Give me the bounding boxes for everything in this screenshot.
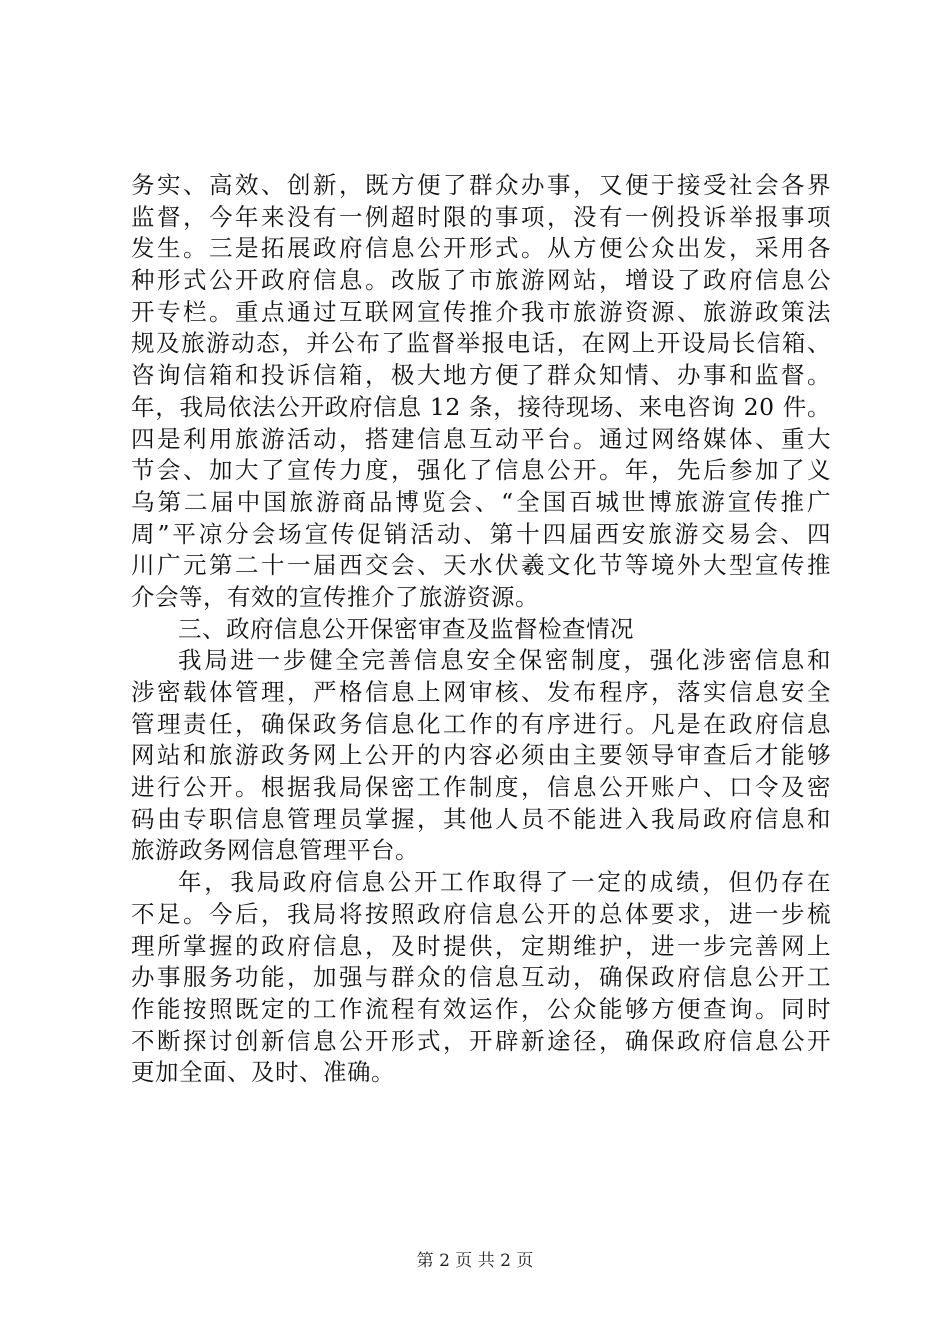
- text-line: 更加全面、及时、准确。: [131, 1058, 395, 1087]
- text-line: 种形式公开政府信息。改版了市旅游网站，增设了政府信息公: [131, 266, 831, 295]
- text-line: 务实、高效、创新，既方便了群众办事，又便于接受社会各界: [131, 171, 831, 199]
- text-line: 周”平凉分会场宣传促销活动、第十四届西安旅游交易会、四: [131, 519, 831, 548]
- document-body: [131, 170, 831, 1089]
- text-line: 监督，今年来没有一例超时限的事项，没有一例投诉举报事项: [131, 202, 831, 231]
- text-line: 办事服务功能，加强与群众的信息互动，确保政府信息公开工: [131, 963, 831, 992]
- text-line: 涉密载体管理，严格信息上网审核、发布程序，落实信息安全: [131, 678, 831, 706]
- text-line: 不足。今后，我局将按照政府信息公开的总体要求，进一步梳: [131, 899, 831, 928]
- text-line: 介会等，有效的宣传推介了旅游资源。: [131, 582, 539, 611]
- text-line: 开专栏。重点通过互联网宣传推介我市旅游资源、旅游政策法: [131, 297, 831, 326]
- text-line: 咨询信箱和投诉信箱，极大地方便了群众知情、办事和监督。: [131, 361, 831, 390]
- text-line: 码由专职信息管理员掌握，其他人员不能进入我局政府信息和: [131, 804, 831, 833]
- text-line: 作能按照既定的工作流程有效运作，公众能够方便查询。同时: [131, 994, 831, 1023]
- page-footer: 第 2 页 共 2 页: [416, 1251, 534, 1271]
- text-line: 我局进一步健全完善信息安全保密制度，强化涉密信息和: [178, 646, 831, 675]
- text-line: 旅游政务网信息管理平台。: [131, 836, 419, 865]
- text-line: 川广元第二十一届西交会、天水伏羲文化节等境外大型宣传推: [131, 551, 831, 580]
- text-line: 不断探讨创新信息公开形式，开辟新途径，确保政府信息公开: [131, 1026, 831, 1055]
- text-line: 乌第二届中国旅游商品博览会、“全国百城世博旅游宣传推广: [131, 487, 831, 516]
- text-line: 规及旅游动态，并公布了监督举报电话，在网上开设局长信箱、: [131, 329, 831, 358]
- text-line: 理所掌握的政府信息，及时提供，定期维护，进一步完善网上: [131, 931, 831, 960]
- text-line: 四是利用旅游活动，搭建信息互动平台。通过网络媒体、重大: [131, 424, 831, 453]
- text-line: 节会、加大了宣传力度，强化了信息公开。年，先后参加了义: [131, 456, 831, 485]
- text-line: 年，我局依法公开政府信息 12 条，接待现场、来电咨询 20 件。: [131, 392, 831, 421]
- text-line: 管理责任，确保政务信息化工作的有序进行。凡是在政府信息: [131, 709, 831, 738]
- text-line: 进行公开。根据我局保密工作制度，信息公开账户、口令及密: [131, 773, 831, 802]
- text-line: 网站和旅游政务网上公开的内容必须由主要领导审查后才能够: [131, 741, 831, 770]
- text-line: 年，我局政府信息公开工作取得了一定的成绩，但仍存在: [178, 868, 831, 897]
- text-line: 发生。三是拓展政府信息公开形式。从方便公众出发，采用各: [131, 234, 831, 263]
- text-line: 三、政府信息公开保密审查及监督检查情况: [178, 614, 634, 643]
